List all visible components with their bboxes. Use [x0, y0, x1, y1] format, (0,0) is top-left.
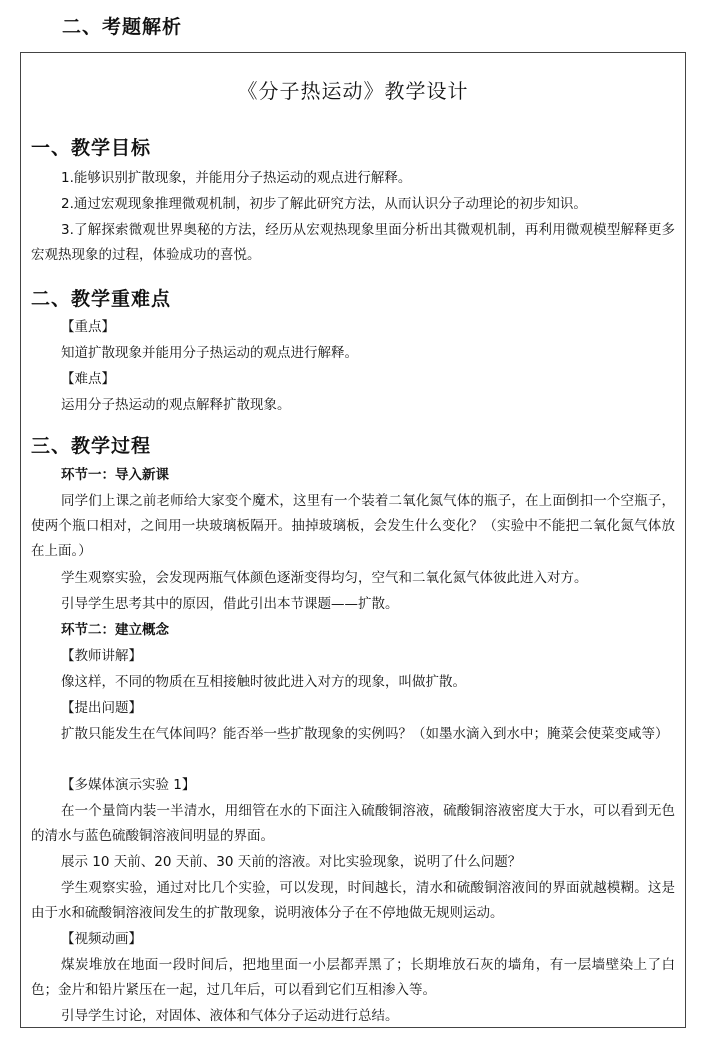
difficult-point-label: 【难点】	[61, 371, 115, 387]
media-demo-paragraph-3: 学生观察实验，通过对比几个实验，可以发现，时间越长，清水和硫酸铜溶液间的界面就越模糊。这是由于水和硫酸铜溶液间发生的扩散现象，说明液体分子在不停地做无规则运动。	[31, 880, 675, 921]
teacher-explain-text: 像这样，不同的物质在互相接触时彼此进入对方的现象，叫做扩散。	[61, 674, 466, 690]
video-paragraph-2: 引导学生讨论，对固体、液体和气体分子运动进行总结。	[61, 1008, 399, 1024]
document-title: 《分子热运动》教学设计	[237, 79, 469, 103]
difficult-point-text: 运用分子热运动的观点解释扩散现象。	[61, 397, 291, 413]
stage1-label: 环节一：导入新课	[61, 467, 169, 483]
media-demo-label: 【多媒体演示实验 1】	[61, 777, 196, 793]
section-key-points-title: 二、教学重难点	[31, 288, 172, 310]
objective-item-2: 2.通过宏观现象推理微观机制，初步了解此研究方法，从而认识分子动理论的初步知识。	[61, 196, 587, 212]
stage2-label: 环节二：建立概念	[61, 622, 169, 638]
section-process-title: 三、教学过程	[31, 435, 152, 457]
question-label: 【提出问题】	[61, 700, 142, 716]
video-animation-label: 【视频动画】	[61, 931, 142, 947]
stage1-paragraph-3: 引导学生思考其中的原因，借此引出本节课题——扩散。	[61, 596, 399, 612]
question-text: 扩散只能发生在气体间吗？能否举一些扩散现象的实例吗？（如墨水滴入到水中；腌菜会使菜变咸等）	[61, 726, 669, 742]
stage1-paragraph-1: 同学们上课之前老师给大家变个魔术，这里有一个装着二氧化氮气体的瓶子，在上面倒扣一个空瓶子，使两个瓶口相对，之间用一块玻璃板隔开。抽掉玻璃板，会发生什么变化？（实验中不能把二氧化氮气体放在上面。）	[31, 493, 675, 559]
teacher-explain-label: 【教师讲解】	[61, 648, 142, 664]
stage1-paragraph-2: 学生观察实验，会发现两瓶气体颜色逐渐变得均匀，空气和二氧化氮气体彼此进入对方。	[61, 570, 588, 586]
objective-item-3: 3.了解探索微观世界奥秘的方法，经历从宏观热现象里面分析出其微观机制，再利用微观模型解释更多宏观热现象的过程，体验成功的喜悦。	[31, 222, 675, 263]
objective-item-1: 1.能够识别扩散现象，并能用分子热运动的观点进行解释。	[61, 170, 412, 186]
key-point-text: 知道扩散现象并能用分子热运动的观点进行解释。	[61, 345, 358, 361]
key-point-label: 【重点】	[61, 319, 115, 335]
video-paragraph-1: 煤炭堆放在地面一段时间后，把地里面一小层都弄黑了；长期堆放石灰的墙角，有一层墙壁染上了白色；金片和铅片紧压在一起，过几年后，可以看到它们互相渗入等。	[31, 957, 675, 998]
section-objectives-title: 一、教学目标	[31, 137, 152, 159]
media-demo-paragraph-1: 在一个量筒内装一半清水，用细管在水的下面注入硫酸铜溶液，硫酸铜溶液密度大于水，可以看到无色的清水与蓝色硫酸铜溶液间明显的界面。	[31, 803, 675, 844]
exam-analysis-heading: 二、考题解析	[62, 16, 183, 38]
lesson-plan-box	[20, 52, 686, 1028]
media-demo-paragraph-2: 展示 10 天前、20 天前、30 天前的溶液。对比实验现象，说明了什么问题？	[61, 854, 522, 870]
